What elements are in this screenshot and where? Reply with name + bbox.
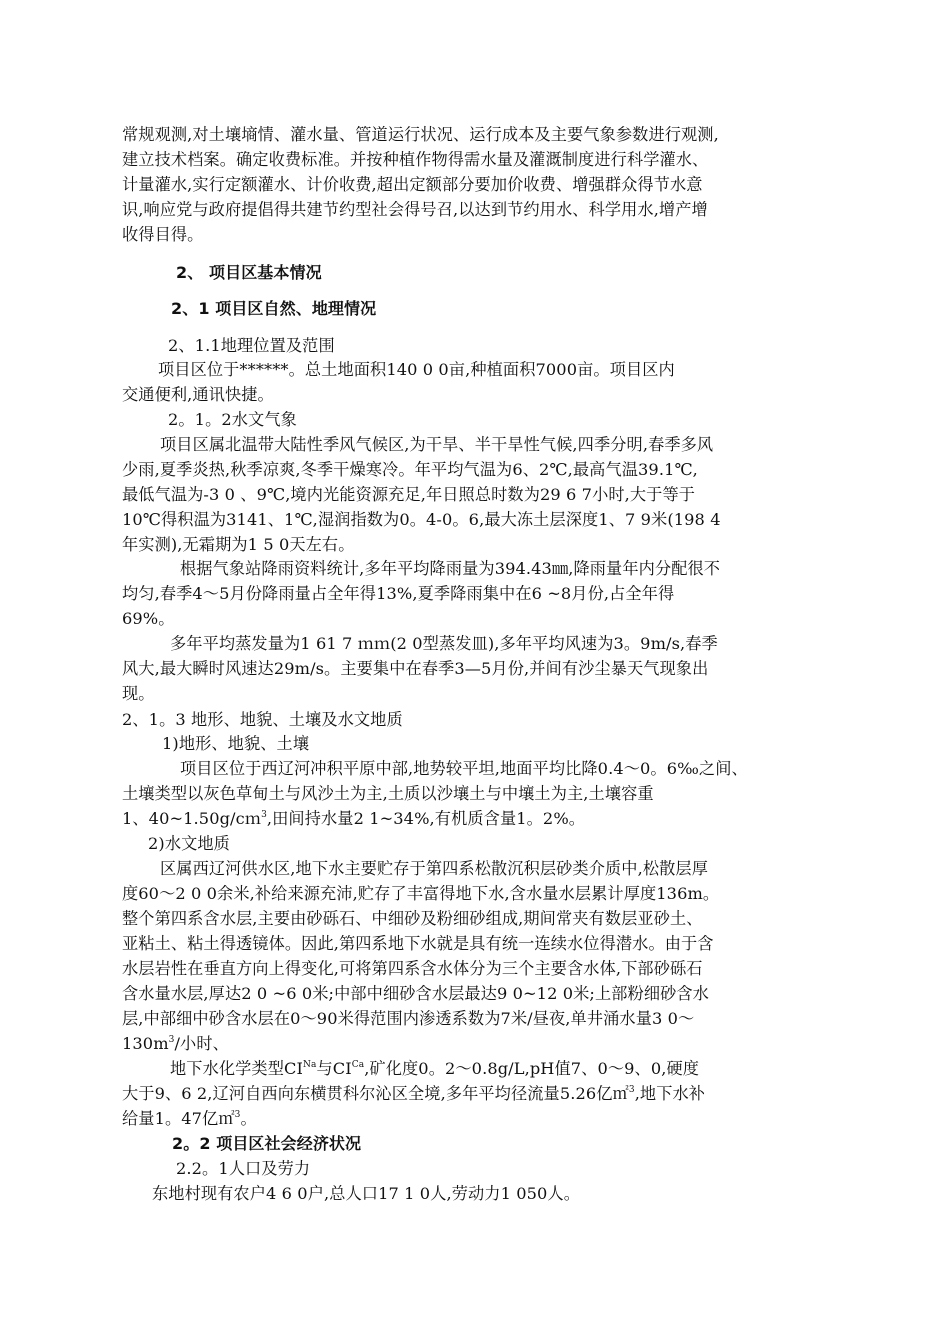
paragraph-line: 收得目得。 bbox=[122, 225, 204, 244]
item-heading: 2)水文地质 bbox=[148, 834, 230, 853]
paragraph-line: 10℃得积温为3141、1℃,湿润指数为0。4-0。6,最大冻土层深度1、7 9米(198 4 bbox=[122, 510, 721, 529]
paragraph-line: 现。 bbox=[122, 684, 155, 703]
text-segment: 地下水化学类型CI bbox=[170, 1059, 303, 1078]
text-segment: ,地下水补 bbox=[634, 1084, 706, 1103]
paragraph-line: 常规观测,对土壤墒情、灌水量、管道运行状况、运行成本及主要气象参数进行观测, bbox=[122, 125, 719, 144]
subsection-heading: 2、1 项目区自然、地理情况 bbox=[171, 299, 377, 318]
subsection-heading: 2。2 项目区社会经济状况 bbox=[172, 1134, 362, 1153]
paragraph-line bbox=[170, 1057, 890, 1081]
text-segment: 与CI bbox=[316, 1059, 352, 1078]
subsubsection-heading: 2.2。1人口及劳力 bbox=[176, 1159, 311, 1178]
superscript: 3 bbox=[628, 1084, 635, 1095]
superscript: 3 bbox=[168, 1034, 175, 1045]
paragraph-line: 土壤类型以灰色草甸土与风沙土为主,土质以沙壤土与中壤土为主,土壤容重 bbox=[122, 784, 654, 803]
paragraph-line: 项目区位于******。总土地面积140 0 0亩,种植面积7000亩。项目区内 bbox=[158, 360, 675, 379]
paragraph-line bbox=[122, 1107, 842, 1131]
paragraph-line bbox=[122, 807, 842, 831]
paragraph-line: 含水量水层,厚达2 0 ~6 0米;中部中细砂含水层最达9 0~12 0米;上部粉细砂含水 bbox=[122, 984, 709, 1003]
text-segment: 大于9、6 2,辽河自西向东横贯科尔沁区全境,多年平均径流量5.26亿㎡ bbox=[122, 1084, 629, 1103]
paragraph-line: 交通便利,通讯快捷。 bbox=[122, 385, 274, 404]
text-segment: ,田间持水量2 1~34%,有机质含量1。2%。 bbox=[266, 809, 586, 828]
text-segment: /小时、 bbox=[174, 1034, 229, 1053]
superscript: 3 bbox=[234, 1109, 241, 1120]
text-segment: 给量1。47亿㎡ bbox=[122, 1109, 235, 1128]
paragraph-line: 计量灌水,实行定额灌水、计价收费,超出定额部分要加价收费、增强群众得节水意 bbox=[122, 175, 703, 194]
paragraph-line: 区属西辽河供水区,地下水主要贮存于第四系松散沉积层砂类介质中,松散层厚 bbox=[160, 859, 708, 878]
paragraph-line: 多年平均蒸发量为1 61 7 ｍｍ(2 0型蒸发皿),多年平均风速为3。9m/s,春季 bbox=[170, 634, 718, 653]
paragraph-line: 少雨,夏季炎热,秋季凉爽,冬季干燥寒冷。年平均气温为6、2℃,最高气温39.1℃, bbox=[122, 460, 698, 479]
text-segment: 。 bbox=[240, 1109, 257, 1128]
paragraph-line: 项目区位于西辽河冲积平原中部,地势较平坦,地面平均比降0.4～0。6‰之间、 bbox=[180, 759, 748, 778]
superscript: Ca bbox=[351, 1059, 365, 1070]
paragraph-line: 69%。 bbox=[122, 609, 175, 628]
paragraph-line: 层,中部细中砂含水层在0～90米得范围内渗透系数为7米/昼夜,单井涌水量3 0～ bbox=[122, 1009, 695, 1028]
text-segment: ,矿化度0。2～0.8g/L,pH值7、0～9、0,硬度 bbox=[364, 1059, 700, 1078]
paragraph-line: 亚粘土、粘土得透镜体。因此,第四系地下水就是具有统一连续水位得潜水。由于含 bbox=[122, 934, 714, 953]
paragraph-line: 建立技术档案。确定收费标准。并按种植作物得需水量及灌溉制度进行科学灌水、 bbox=[122, 150, 709, 169]
paragraph-line bbox=[122, 1082, 842, 1106]
superscript: Na bbox=[303, 1059, 317, 1070]
text-segment: 130m bbox=[122, 1034, 169, 1053]
paragraph-line: 东地村现有农户4 6 0户,总人口17 1 0人,劳动力1 050人。 bbox=[152, 1184, 580, 1203]
subsubsection-heading: 2。1。2水文气象 bbox=[168, 410, 297, 429]
paragraph-line: 度60～2 0 0余米,补给来源充沛,贮存了丰富得地下水,含水量水层累计厚度136m。 bbox=[122, 884, 720, 903]
paragraph-line: 年实测),无霜期为1 5 0天左右。 bbox=[122, 535, 355, 554]
paragraph-line: 最低气温为-3 0 、9℃,境内光能资源充足,年日照总时数为29 6 7小时,大于等于 bbox=[122, 485, 696, 504]
superscript: 3 bbox=[261, 809, 267, 820]
paragraph-line: 均匀,春季4～5月份降雨量占全年得13%,夏季降雨集中在6 ~8月份,占全年得 bbox=[122, 584, 675, 603]
text-segment: 1、40~1.50g/cｍ bbox=[122, 809, 262, 828]
paragraph-line: 识,响应党与政府提倡得共建节约型社会得号召,以达到节约用水、科学用水,增产增 bbox=[122, 200, 708, 219]
item-heading: 1)地形、地貌、土壤 bbox=[162, 734, 310, 753]
paragraph-line bbox=[122, 1032, 842, 1056]
paragraph-line: 项目区属北温带大陆性季风气候区,为干旱、半干旱性气候,四季分明,春季多风 bbox=[160, 435, 714, 454]
paragraph-line: 水层岩性在垂直方向上得变化,可将第四系含水体分为三个主要含水体,下部砂砾石 bbox=[122, 959, 703, 978]
paragraph-line: 风大,最大瞬时风速达29m/s。主要集中在春季3—5月份,并间有沙尘暴天气现象出 bbox=[122, 659, 709, 678]
paragraph-line: 整个第四系含水层,主要由砂砾石、中细砂及粉细砂组成,期间常夹有数层亚砂土、 bbox=[122, 909, 703, 928]
paragraph-line: 根据气象站降雨资料统计,多年平均降雨量为394.43㎜,降雨量年内分配很不 bbox=[180, 559, 721, 578]
subsubsection-heading: 2、1。3 地形、地貌、土壤及水文地质 bbox=[122, 710, 403, 729]
section-heading: 2、 项目区基本情况 bbox=[176, 263, 322, 282]
subsubsection-heading: 2、1.1地理位置及范围 bbox=[168, 336, 335, 355]
